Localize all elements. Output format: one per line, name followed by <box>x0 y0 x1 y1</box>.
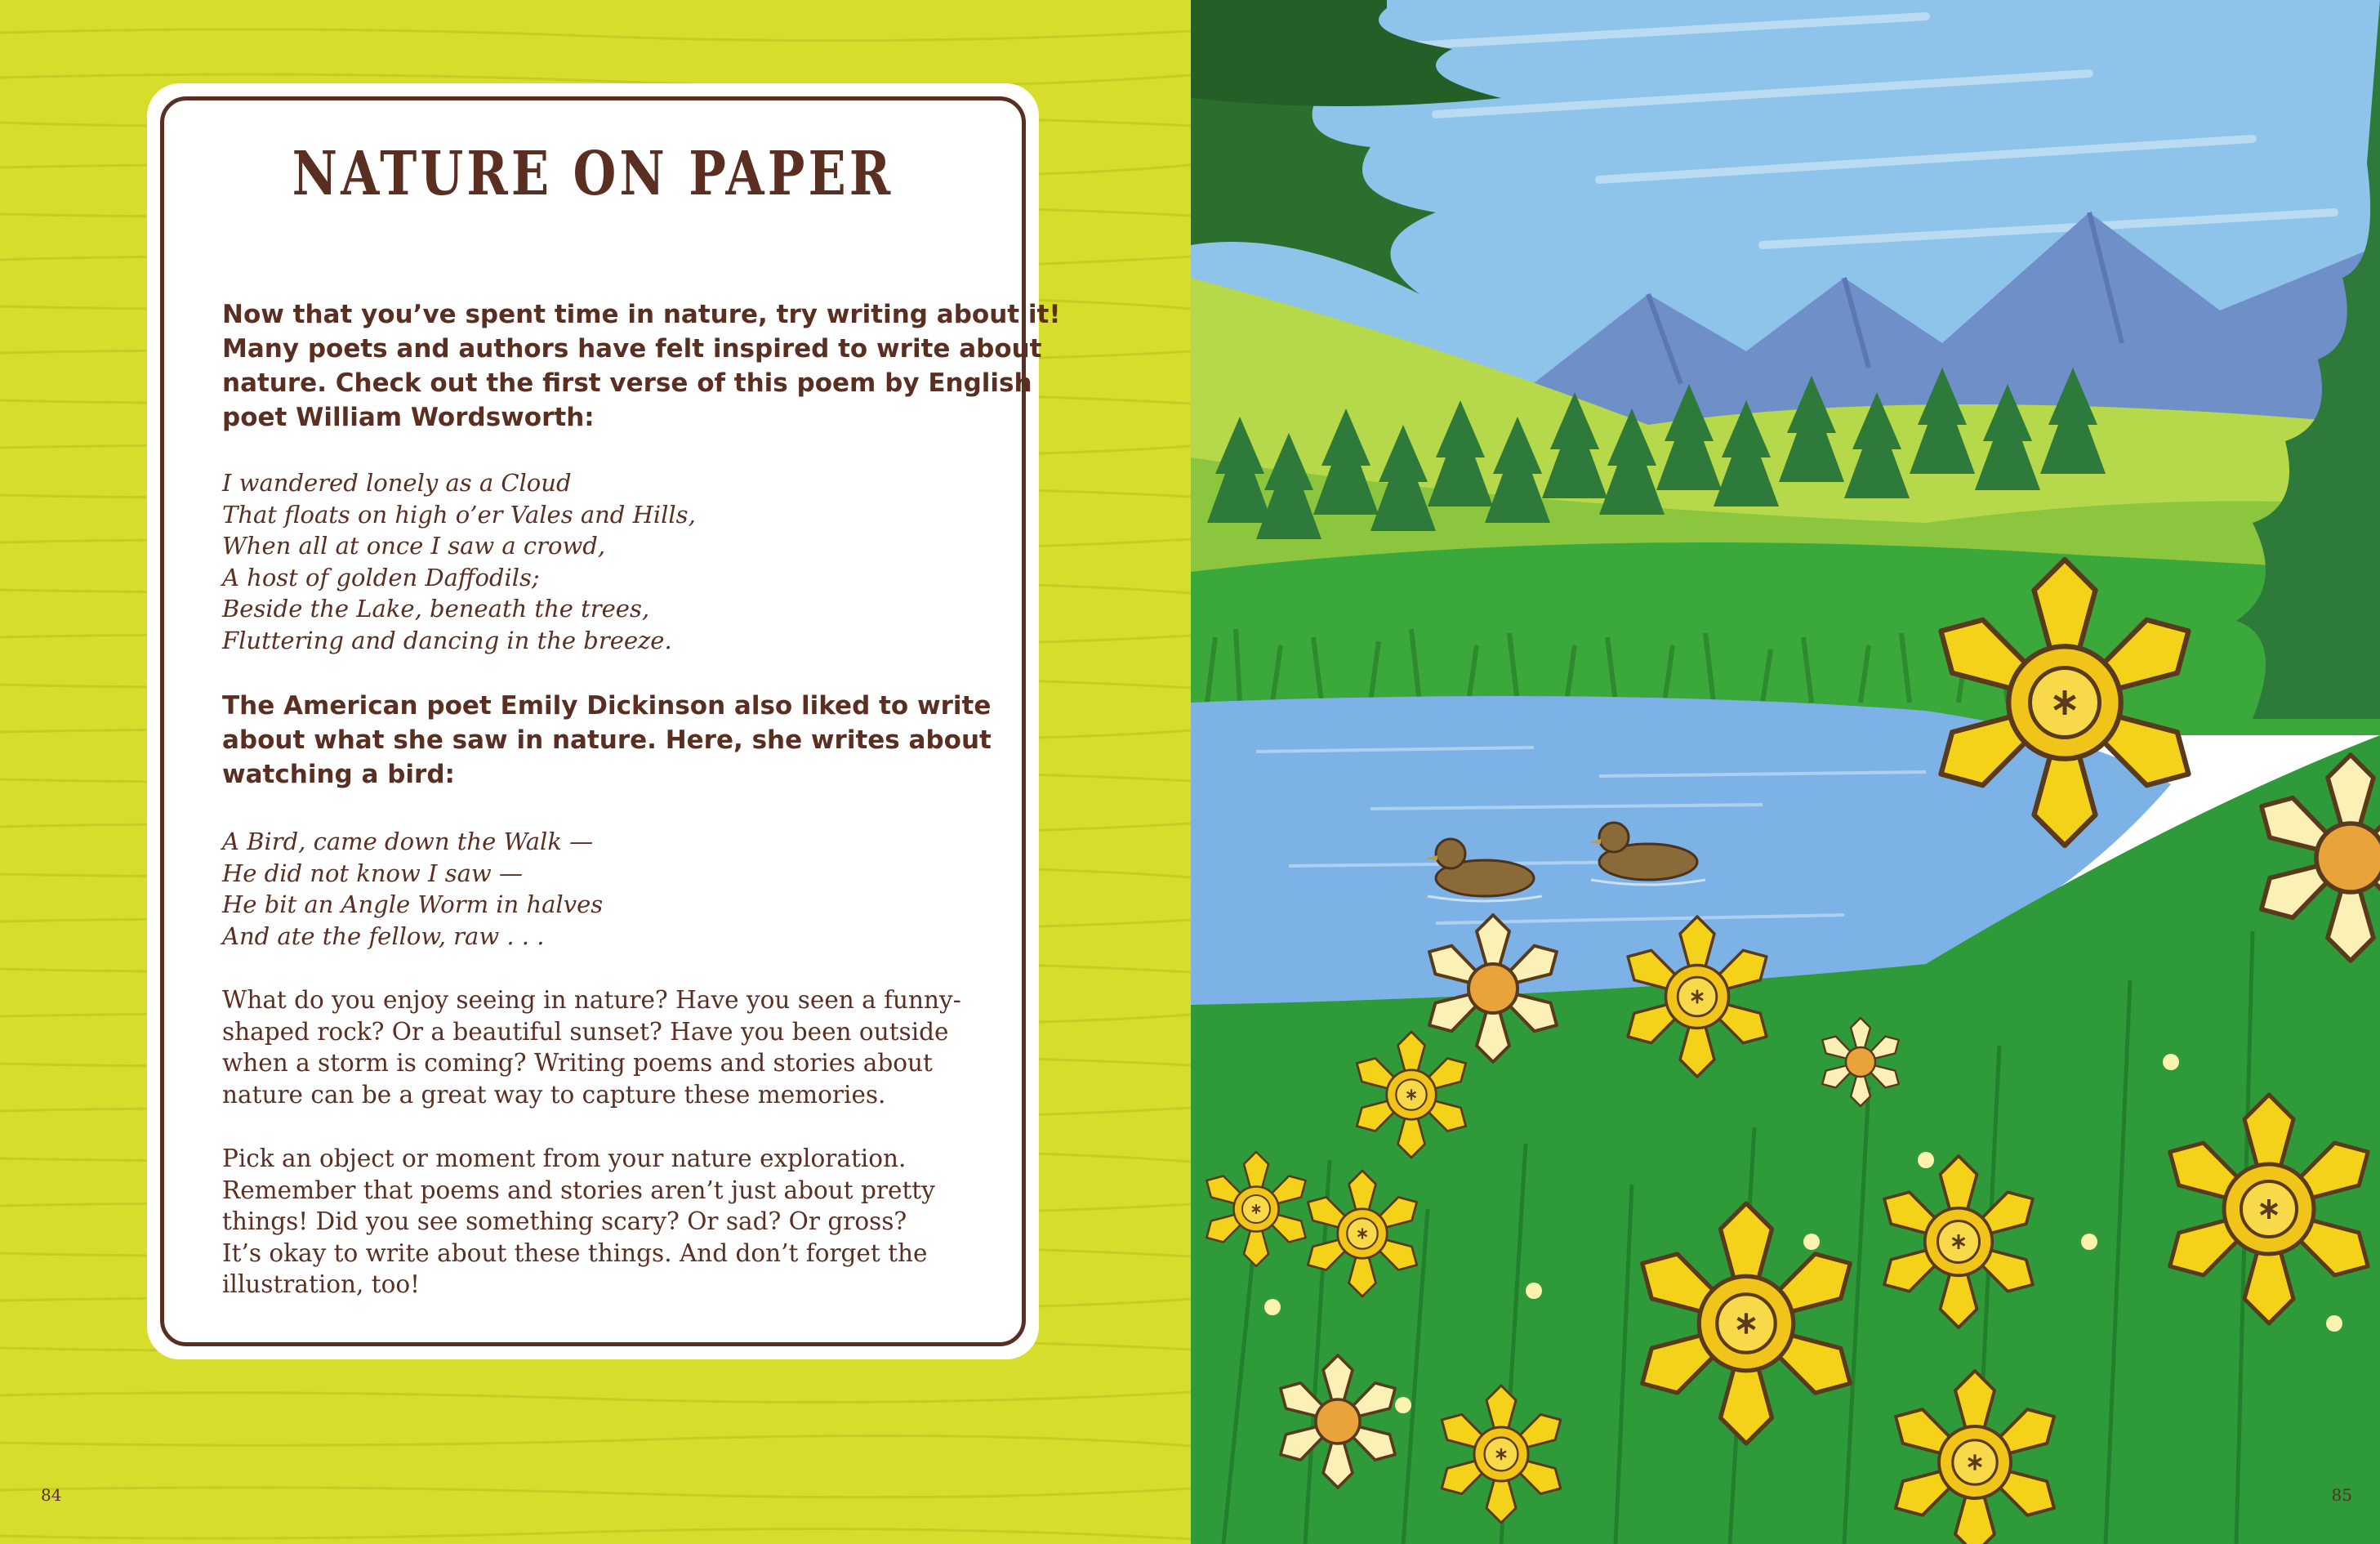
text-line: shaped rock? Or a beautiful sunset? Have you been outside <box>222 1017 949 1046</box>
text-line: illustration, too! <box>222 1270 421 1298</box>
text-line: It’s okay to write about these things. And don’t forget the <box>222 1238 928 1267</box>
text-line: The American poet Emily Dickinson also liked to write <box>222 691 992 721</box>
dickinson-intro <box>222 689 992 792</box>
verse-line: I wandered lonely as a Cloud <box>222 469 572 497</box>
page-number-left: 84 <box>41 1485 62 1505</box>
dickinson-verse <box>222 826 982 952</box>
verse-line: He bit an Angle Worm in halves <box>222 890 604 918</box>
reflection-paragraph <box>222 984 982 1110</box>
verse-line: That floats on high o’er Vales and Hills, <box>222 500 696 529</box>
verse-line: When all at once I saw a crowd, <box>222 532 606 560</box>
verse-line: Fluttering and dancing in the breeze. <box>222 626 672 654</box>
text-line: watching a bird: <box>222 760 455 789</box>
page-title: NATURE ON PAPER <box>292 139 894 209</box>
text-line: Now that you’ve spent time in nature, try writing about it! <box>222 300 1061 329</box>
verse-line: A host of golden Daffodils; <box>222 563 540 591</box>
text-line: when a storm is coming? Writing poems and stories about <box>222 1049 933 1077</box>
text-line: things! Did you see something scary? Or sad? Or gross? <box>222 1207 907 1235</box>
verse-line: A Bird, came down the Walk — <box>222 828 594 855</box>
verse-line: He did not know I saw — <box>222 859 523 887</box>
verse-line: And ate the fellow, raw . . . <box>222 921 545 950</box>
verse-line: Beside the Lake, beneath the trees, <box>222 595 650 623</box>
text-line: Remember that poems and stories aren’t just about pretty <box>222 1176 935 1204</box>
intro-paragraph <box>222 297 1061 435</box>
text-line: about what she saw in nature. Here, she writes about <box>222 725 992 755</box>
text-line: poet William Wordsworth: <box>222 403 595 432</box>
text-line: nature. Check out the first verse of this poem by English <box>222 368 1032 398</box>
lake-daffodil-illustration <box>1191 0 2380 1544</box>
card-content <box>222 297 1061 1301</box>
text-line: Pick an object or moment from your nature exploration. <box>222 1145 907 1172</box>
right-page <box>1191 0 2380 1544</box>
text-line: What do you enjoy seeing in nature? Have you seen a funny- <box>222 986 961 1014</box>
text-line: nature can be a great way to capture these memories. <box>222 1080 886 1109</box>
activity-paragraph <box>222 1143 982 1301</box>
wordsworth-verse <box>222 467 982 656</box>
page-number-right: 85 <box>2331 1485 2352 1505</box>
text-line: Many poets and authors have felt inspired to write about <box>222 334 1042 364</box>
